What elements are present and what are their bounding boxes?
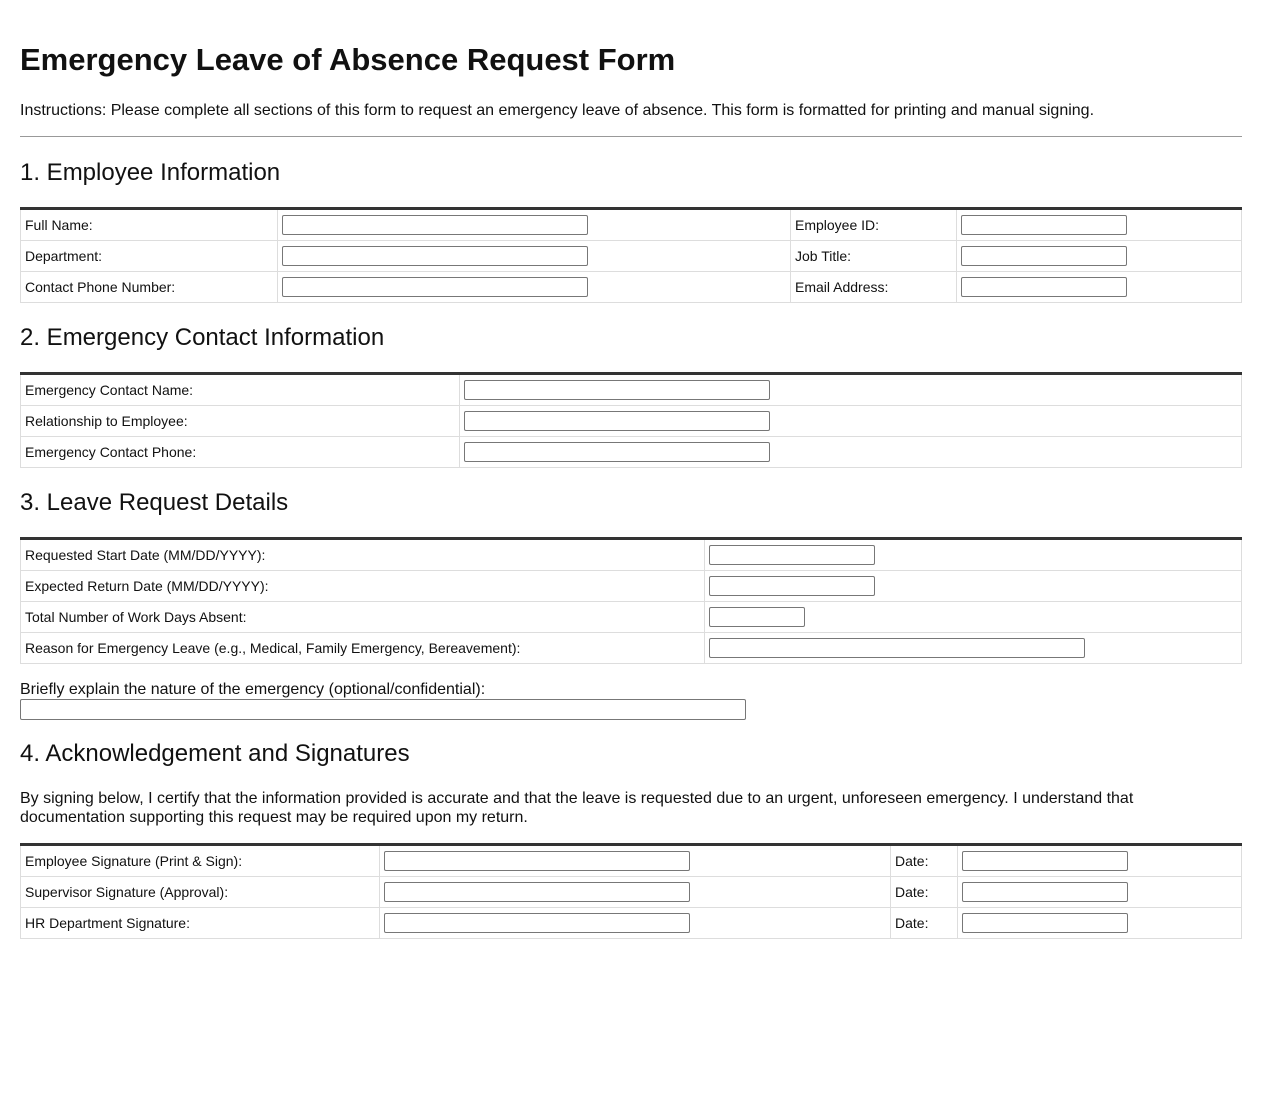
table-row	[21, 845, 1242, 877]
relationship-label: Relationship to Employee:	[21, 406, 460, 437]
full-name-cell	[278, 209, 791, 241]
table-row	[21, 241, 1242, 272]
contact-name-field[interactable]	[464, 380, 770, 400]
table-row	[21, 908, 1242, 939]
phone-cell	[278, 272, 791, 303]
explain-label: Briefly explain the nature of the emergency (optional/confidential):	[20, 681, 486, 698]
instructions-text: Instructions: Please complete all sections of this form to request an emergency leave of absence. This form is formatted for printing and manual signing.	[20, 102, 1095, 119]
hr-date-field[interactable]	[962, 913, 1128, 933]
leave-details-table	[20, 537, 1242, 664]
supervisor-signature-field[interactable]	[384, 882, 690, 902]
section-heading-emergency-contact: 2. Emergency Contact Information	[20, 324, 385, 351]
table-row	[21, 406, 1242, 437]
page-title: Emergency Leave of Absence Request Form	[20, 42, 676, 77]
phone-label: Contact Phone Number:	[21, 272, 278, 303]
start-date-label: Requested Start Date (MM/DD/YYYY):	[21, 539, 705, 571]
explain-field[interactable]	[20, 699, 746, 720]
employee-id-field[interactable]	[961, 215, 1127, 235]
department-field[interactable]	[282, 246, 588, 266]
hr-signature-label: HR Department Signature:	[21, 908, 380, 939]
employee-id-label: Employee ID:	[791, 209, 957, 241]
email-cell	[957, 272, 1242, 303]
contact-phone-label: Emergency Contact Phone:	[21, 437, 460, 468]
return-date-cell	[705, 571, 1242, 602]
supervisor-signature-cell	[380, 877, 891, 908]
employee-signature-field[interactable]	[384, 851, 690, 871]
supervisor-date-cell	[958, 877, 1242, 908]
contact-name-label: Emergency Contact Name:	[21, 374, 460, 406]
acknowledgement-text: By signing below, I certify that the information provided is accurate and that the leave is requested due to an urgent, unforeseen emergency. I understand that documentation supporting this request may be required upon my return.	[20, 790, 1134, 826]
signatures-table	[20, 843, 1242, 939]
days-absent-cell	[705, 602, 1242, 633]
divider	[20, 136, 1242, 137]
return-date-field[interactable]	[709, 576, 875, 596]
employee-date-field[interactable]	[962, 851, 1128, 871]
table-row	[21, 374, 1242, 406]
employee-date-cell	[958, 845, 1242, 877]
job-title-cell	[957, 241, 1242, 272]
department-cell	[278, 241, 791, 272]
contact-phone-field[interactable]	[464, 442, 770, 462]
full-name-label: Full Name:	[21, 209, 278, 241]
date-label: Date:	[891, 908, 958, 939]
email-label: Email Address:	[791, 272, 957, 303]
start-date-cell	[705, 539, 1242, 571]
reason-label: Reason for Emergency Leave (e.g., Medical, Family Emergency, Bereavement):	[21, 633, 705, 664]
job-title-label: Job Title:	[791, 241, 957, 272]
hr-signature-cell	[380, 908, 891, 939]
contact-name-cell	[460, 374, 1242, 406]
date-label: Date:	[891, 845, 958, 877]
date-label: Date:	[891, 877, 958, 908]
employee-signature-cell	[380, 845, 891, 877]
hr-date-cell	[958, 908, 1242, 939]
department-label: Department:	[21, 241, 278, 272]
table-row	[21, 272, 1242, 303]
table-row	[21, 571, 1242, 602]
supervisor-signature-label: Supervisor Signature (Approval):	[21, 877, 380, 908]
full-name-field[interactable]	[282, 215, 588, 235]
hr-signature-field[interactable]	[384, 913, 690, 933]
days-absent-field[interactable]	[709, 607, 805, 627]
emergency-contact-table	[20, 372, 1242, 468]
employee-signature-label: Employee Signature (Print & Sign):	[21, 845, 380, 877]
table-row	[21, 539, 1242, 571]
phone-field[interactable]	[282, 277, 588, 297]
section-heading-employee-info: 1. Employee Information	[20, 159, 281, 186]
reason-cell	[705, 633, 1242, 664]
relationship-field[interactable]	[464, 411, 770, 431]
return-date-label: Expected Return Date (MM/DD/YYYY):	[21, 571, 705, 602]
job-title-field[interactable]	[961, 246, 1127, 266]
email-field[interactable]	[961, 277, 1127, 297]
table-row	[21, 437, 1242, 468]
employee-id-cell	[957, 209, 1242, 241]
supervisor-date-field[interactable]	[962, 882, 1128, 902]
employee-info-table	[20, 207, 1242, 303]
table-row	[21, 877, 1242, 908]
days-absent-label: Total Number of Work Days Absent:	[21, 602, 705, 633]
relationship-cell	[460, 406, 1242, 437]
section-heading-signatures: 4. Acknowledgement and Signatures	[20, 740, 410, 767]
reason-field[interactable]	[709, 638, 1085, 658]
start-date-field[interactable]	[709, 545, 875, 565]
section-heading-leave-details: 3. Leave Request Details	[20, 489, 289, 516]
table-row	[21, 633, 1242, 664]
table-row	[21, 602, 1242, 633]
table-row	[21, 209, 1242, 241]
contact-phone-cell	[460, 437, 1242, 468]
